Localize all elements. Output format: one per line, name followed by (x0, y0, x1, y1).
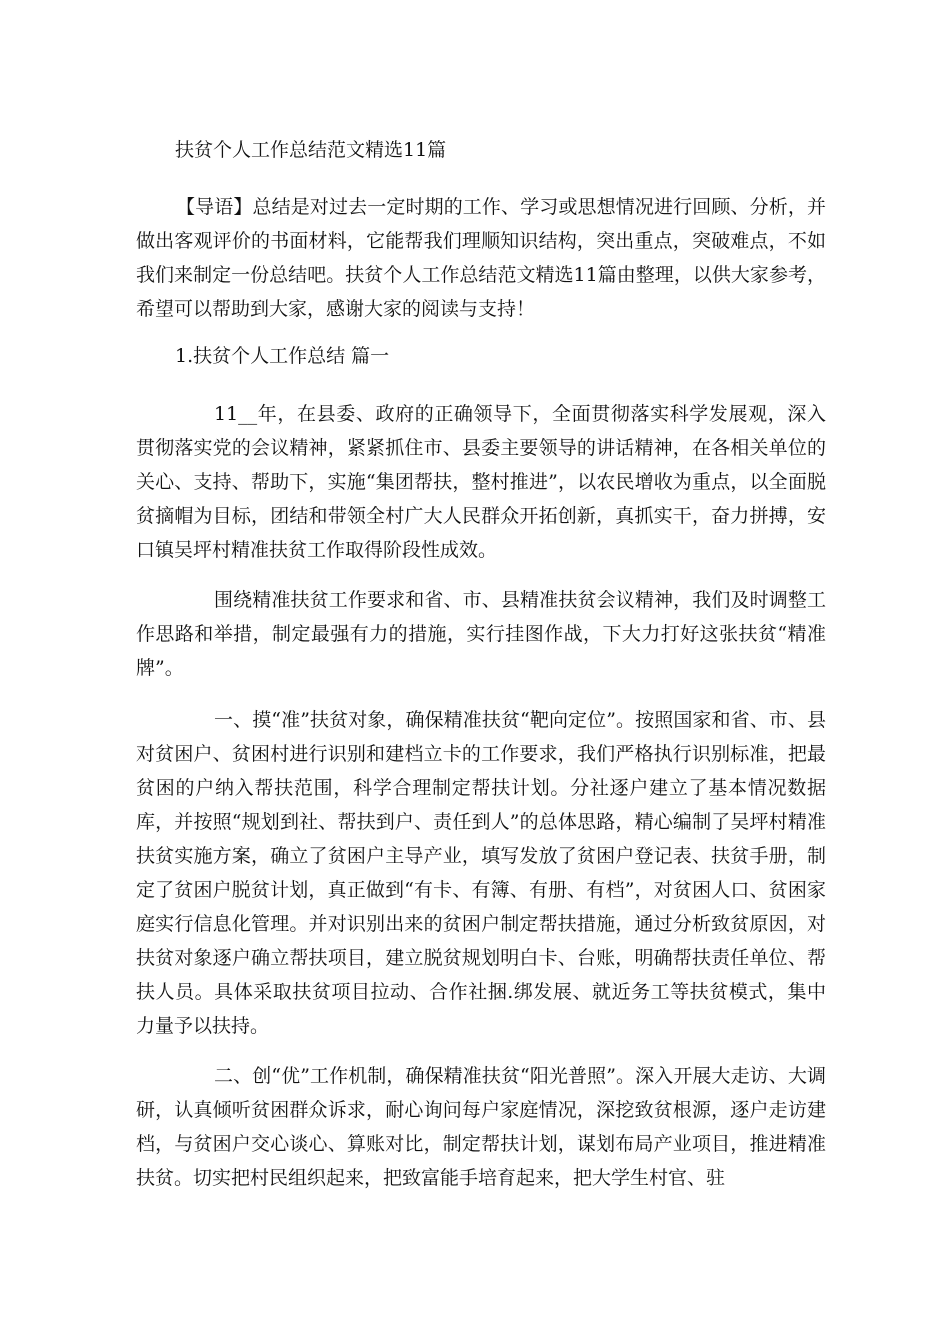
intro-paragraph: 【导语】总结是对过去一定时期的工作、学习或思想情况进行回顾、分析，并做出客观评价的书面材料，它能帮我们理顺知识结构，突出重点，突破难点，不如我们来制定一份总结吧。扶贫个人工作总结范文精选11篇由整理，以供大家参考，希望可以帮助到大家，感谢大家的阅读与支持！ (136, 196, 826, 320)
document-title: 扶贫个人工作总结范文精选11篇 (175, 139, 447, 161)
body-paragraph-1: 11__年，在县委、政府的正确领导下，全面贯彻落实科学发展观，深入贯彻落实党的会议精神，紧紧抓住市、县委主要领导的讲话精神，在各相关单位的关心、支持、帮助下，实施“集团帮扶，整村推进”，以农民增收为重点，以全面脱贫摘帽为目标，团结和带领全村广大人民群众开拓创新，真抓实干，奋力拼搏，安口镇吴坪村精准扶贫工作取得阶段性成效。 (136, 403, 826, 561)
section-heading: 1.扶贫个人工作总结 篇一 (175, 345, 390, 367)
body-paragraph-2: 围绕精准扶贫工作要求和省、市、县精准扶贫会议精神，我们及时调整工作思路和举措，制定最强有力的措施，实行挂图作战，下大力打好这张扶贫“精准牌”。 (136, 589, 826, 679)
body-paragraph-3: 一、摸“准”扶贫对象，确保精准扶贫“靶向定位”。按照国家和省、市、县对贫困户、贫困村进行识别和建档立卡的工作要求，我们严格执行识别标准，把最贫困的户纳入帮扶范围，科学合理制定帮扶计划。分社逐户建立了基本情况数据库，并按照“规划到社、帮扶到户、责任到人”的总体思路，精心编制了吴坪村精准扶贫实施方案，确立了贫困户主导产业，填写发放了贫困户登记表、扶贫手册，制定了贫困户脱贫计划，真正做到“有卡、有簿、有册、有档”，对贫困人口、贫困家庭实行信息化管理。并对识别出来的贫困户制定帮扶措施，通过分析致贫原因，对扶贫对象逐户确立帮扶项目，建立脱贫规划明白卡、台账，明确帮扶责任单位、帮扶人员。具体采取扶贫项目拉动、合作社捆.绑发展、就近务工等扶贫模式，集中力量予以扶持。 (136, 709, 826, 1037)
body-paragraph-4: 二、创“优”工作机制，确保精准扶贫“阳光普照”。深入开展大走访、大调研，认真倾听贫困群众诉求，耐心询问每户家庭情况，深挖致贫根源，逐户走访建档，与贫困户交心谈心、算账对比，制定帮扶计划，谋划布局产业项目，推进精准扶贫。切实把村民组织起来，把致富能手培育起来，把大学生村官、驻 (136, 1065, 826, 1189)
